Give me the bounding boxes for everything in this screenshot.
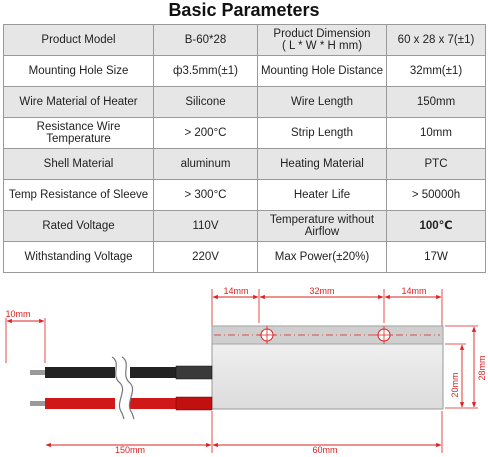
param-value: 60 x 28 x 7(±1) [387,25,486,56]
param-value: aluminum [154,149,258,180]
param-label: Max Power(±20%) [258,242,387,273]
table-row [4,180,486,211]
page-title: Basic Parameters [168,0,320,20]
param-label: Temp Resistance of Sleeve [4,180,154,211]
lead-wires [30,357,212,419]
param-label: Product Model [4,25,154,56]
param-value: 150mm [387,87,486,118]
param-label: Wire Length [258,87,387,118]
dim-wire-label: 150mm [114,445,146,455]
param-value: B-60*28 [154,25,258,56]
param-value: 32mm(±1) [387,56,486,87]
table-row [4,87,486,118]
param-label: Wire Material of Heater [4,87,154,118]
param-value: PTC [387,149,486,180]
param-value: 17W [387,242,486,273]
param-value: Silicone [154,87,258,118]
param-label: Heater Life [258,180,387,211]
dim-left-margin-label: 14mm [223,286,249,296]
table-row [4,118,486,149]
param-value: 220V [154,242,258,273]
dim-right-margin-label: 14mm [401,286,427,296]
param-value: > 50000h [387,180,486,211]
table-row [4,56,486,87]
param-label: Mounting Hole Size [4,56,154,87]
heater-dimension-drawing [0,283,488,457]
param-value: 100℃ [387,211,486,242]
param-label: Mounting Hole Distance [258,56,387,87]
table-row [4,211,486,242]
parameters-table [3,24,486,273]
param-label: Heating Material [258,149,387,180]
dim-hole-distance-label: 32mm [309,286,335,296]
table-row [4,149,486,180]
param-value: 10mm [387,118,486,149]
param-label: Product Dimension ( L * W * H mm) [258,25,387,56]
param-value: ф3.5mm(±1) [154,56,258,87]
dim-height-20-label: 20mm [450,372,460,398]
param-label: Shell Material [4,149,154,180]
dim-height-28-label: 28mm [477,355,487,381]
param-value: > 200°C [154,118,258,149]
table-row [4,242,486,273]
param-label: Rated Voltage [4,211,154,242]
param-value: > 300°C [154,180,258,211]
param-label: Resistance Wire Temperature [4,118,154,149]
param-value: 110V [154,211,258,242]
dim-strip-label: 10mm [5,309,31,319]
table-row [4,25,486,56]
param-label: Temperature without Airflow [258,211,387,242]
dim-length-label: 60mm [312,445,338,455]
param-label: Strip Length [258,118,387,149]
param-label: Withstanding Voltage [4,242,154,273]
